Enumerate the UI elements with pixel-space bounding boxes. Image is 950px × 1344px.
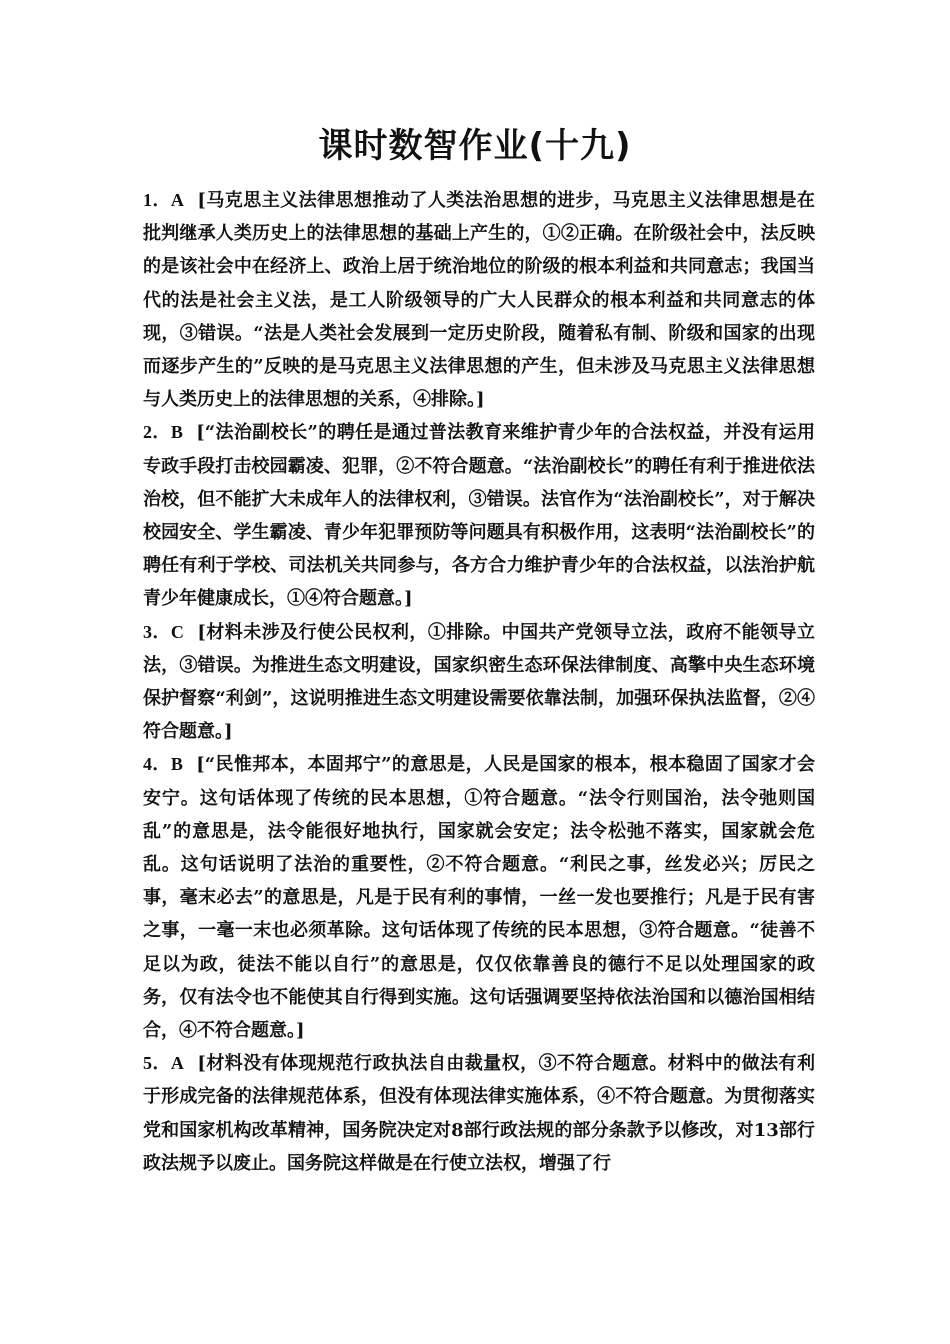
answer-number: 2．B (143, 422, 183, 443)
answer-number: 3．C (143, 621, 184, 642)
answer-explanation: [马克思主义法律思想推动了人类法治思想的进步，马克思主义法律思想是在批判继承人类历史上的法律思想的基础上产生的，①②正确。在阶级社会中，法反映的是该社会中在经济上、政治上居于统治地位的阶级的根本利益和共同意志；我国当代的法是社会主义法，是工人阶级领导的广大人民群众的根本利益和共同意志的体现，③错误。“法是人类社会发展到一定历史阶段，随着私有制、阶级和国家的出现而逐步产生的”反映的是马克思主义法律思想的产生，但未涉及马克思主义法律思想与人类历史上的法律思想的关系，④排除。] (143, 190, 815, 411)
answer-number: 1．A (143, 190, 184, 210)
answer-list (143, 184, 815, 1180)
page-title: 课时数智作业(十九) (318, 126, 632, 166)
answer-item-2 (143, 416, 815, 615)
answer-explanation: [“民惟邦本，本固邦宁”的意思是，人民是国家的根本，根本稳固了国家才会安宁。这句话体现了传统的民本思想，①符合题意。“法令行则国治，法令弛则国乱”的意思是，法令能很好地执行，国家就会安定；法令松弛不落实，国家就会危乱。这句话说明了法治的重要性，②不符合题意。“利民之事，丝发必兴；厉民之事，毫末必去”的意思是，凡是于民有利的事情，一丝一发也要推行；凡是于民有害之事，一毫一末也必须革除。这句话体现了传统的民本思想，③符合题意。“徒善不足以为政，徒法不能以自行”的意思是，仅仅依靠善良的德行不足以处理国家的政务，仅有法令也不能使其自行得到实施。这句话强调要坚持依法治国和以德治国相结合，④不符合题意。] (143, 754, 815, 1042)
answer-item-3 (143, 616, 815, 749)
answer-item-4 (143, 748, 815, 1047)
answer-item-1 (143, 184, 815, 416)
answer-explanation: [“法治副校长”的聘任是通过普法教育来维护青少年的合法权益，并没有运用专政手段打击校园霸凌、犯罪，②不符合题意。“法治副校长”的聘任有利于推进依法治校，但不能扩大未成年人的法律权利，③错误。法官作为“法治副校长”，对于解决校园安全、学生霸凌、青少年犯罪预防等问题具有积极作用，这表明“法治副校长”的聘任有利于学校、司法机关共同参与，各方合力维护青少年的合法权益，以法治护航青少年健康成长，①④符合题意。] (143, 422, 816, 610)
answer-explanation: [材料未涉及行使公民权利，①排除。中国共产党领导立法，政府不能领导立法，③错误。为推进生态文明建设，国家织密生态环保法律制度、高擎中央生态环境保护督察“利剑”，这说明推进生态文明建设需要依靠法制，加强环保执法监督，②④符合题意。] (143, 621, 815, 743)
answer-number: 5．A (143, 1053, 184, 1074)
answer-explanation: [材料没有体现规范行政执法自由裁量权，③不符合题意。材料中的做法有利于形成完备的法律规范体系，但没有体现法律实施体系，④不符合题意。为贯彻落实党和国家机构改革精神，国务院决定对8部行政法规的部分条款予以修改，对13部行政法规予以废止。国务院这样做是在行使立法权，增强了行 (143, 1053, 815, 1174)
answer-number: 4．B (143, 754, 183, 775)
answer-item-5 (143, 1047, 815, 1180)
